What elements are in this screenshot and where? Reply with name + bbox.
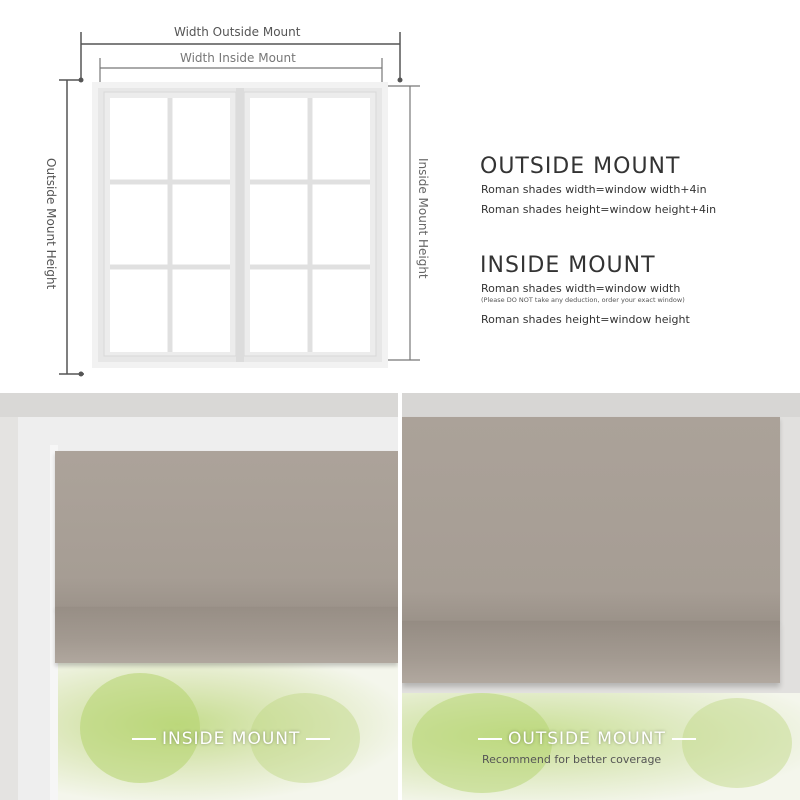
- outside-mount-caption-text: OUTSIDE MOUNT: [508, 729, 666, 749]
- roman-shade: [55, 451, 398, 609]
- width-outside-mount-label: Width Outside Mount: [174, 25, 301, 39]
- foliage-blob: [80, 673, 200, 783]
- width-inside-mount-label: Width Inside Mount: [180, 51, 296, 65]
- caption-dash: [306, 738, 330, 740]
- inside-mount-caption-text: INSIDE MOUNT: [162, 729, 301, 749]
- outside-mount-subcaption: Recommend for better coverage: [482, 753, 662, 766]
- outside-mount-width-rule: Roman shades width=window width+4in: [481, 183, 707, 196]
- wall-header: [0, 393, 398, 417]
- caption-dash: [132, 738, 156, 740]
- inside-mount-height-label: Inside Mount Height: [416, 158, 430, 279]
- outside-mount-heading: OUTSIDE MOUNT: [480, 154, 681, 179]
- inside-mount-photo: [0, 393, 398, 800]
- inside-mount-width-rule: Roman shades width=window width: [481, 282, 681, 295]
- caption-dash: [672, 738, 696, 740]
- photo-divider: [398, 393, 402, 800]
- inside-mount-height-rule: Roman shades height=window height: [481, 313, 690, 326]
- inside-mount-heading: INSIDE MOUNT: [480, 253, 656, 278]
- inside-mount-caption: [126, 729, 336, 749]
- caption-dash: [478, 738, 502, 740]
- inside-mount-note: (Please DO NOT take any deduction, order your exact window): [481, 296, 685, 304]
- wall-header: [402, 393, 800, 417]
- outside-mount-height-rule: Roman shades height=window height+4in: [481, 203, 717, 216]
- outside-mount-photo: [402, 393, 800, 800]
- outside-mount-caption: [472, 729, 702, 749]
- shade-fold: [55, 607, 398, 663]
- outside-mount-height-label: Outside Mount Height: [44, 158, 58, 290]
- measurement-diagram: [0, 0, 800, 390]
- shade-fold: [402, 621, 780, 683]
- roman-shade: [402, 417, 780, 622]
